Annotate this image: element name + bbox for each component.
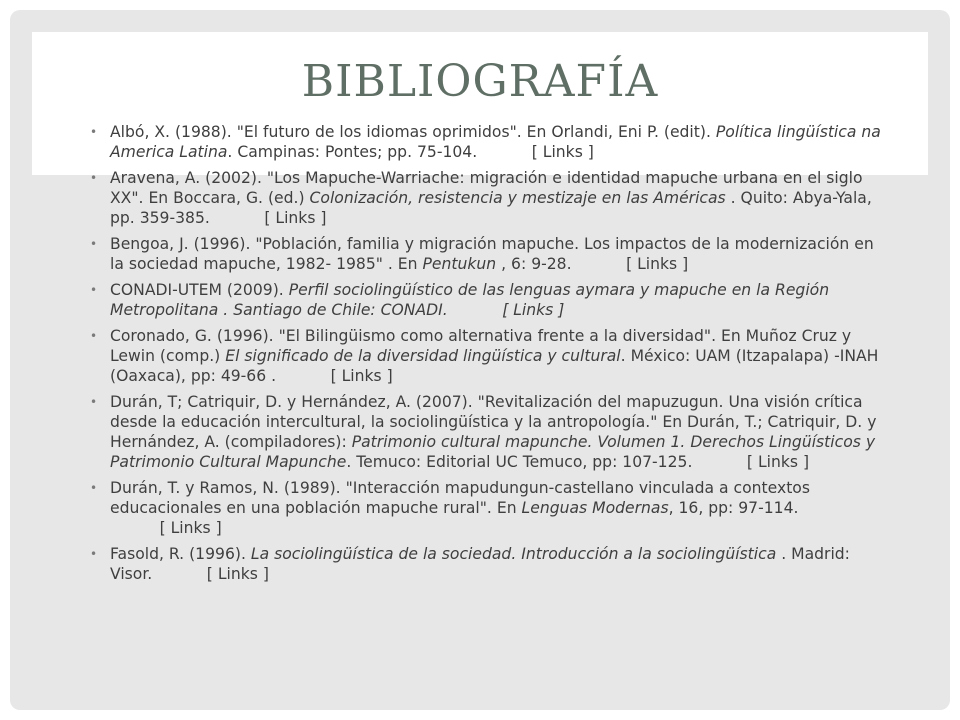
reference-title: El significado de la diversidad lingüística y cultural bbox=[225, 347, 621, 365]
reference-title: La sociolingüística de la sociedad. Introducción a la sociolingüística bbox=[250, 545, 777, 563]
bullet-icon: • bbox=[90, 283, 98, 297]
reference-text-part: . Madrid: Visor. bbox=[110, 545, 850, 583]
slide bbox=[10, 10, 950, 710]
links-link[interactable]: [ Links ] bbox=[281, 367, 393, 385]
reference-text-part: . Campinas: Pontes; pp. 75-104. bbox=[227, 143, 483, 161]
reference-item bbox=[80, 478, 885, 538]
reference-text-part: . Quito: Abya-Yala, pp. 359-385. bbox=[110, 189, 872, 227]
links-link[interactable]: [ Links ] bbox=[697, 453, 810, 471]
slide-title: BIBLIOGRAFÍA bbox=[301, 56, 659, 107]
reference-title: Lenguas Modernas bbox=[521, 499, 669, 517]
reference-title: Colonización, resistencia y mestizaje en las Américas bbox=[309, 189, 726, 207]
reference-item bbox=[80, 168, 885, 228]
reference-text-part: Coronado, G. (1996). "El Bilingüismo como alternativa frente a la diversidad". En Muñoz Cruz y Lewin (comp.) bbox=[110, 327, 852, 365]
bullet-icon: • bbox=[90, 481, 98, 495]
bullet-icon: • bbox=[90, 125, 98, 139]
reference-item bbox=[80, 392, 885, 472]
reference-item bbox=[80, 234, 885, 274]
bullet-icon: • bbox=[90, 547, 98, 561]
links-link[interactable]: [ Links ] bbox=[110, 519, 222, 537]
reference-text-part: . Temuco: Editorial UC Temuco, pp: 107-125. bbox=[346, 453, 698, 471]
bullet-icon: • bbox=[90, 237, 98, 251]
bibliography-list bbox=[80, 122, 885, 590]
reference-item bbox=[80, 326, 885, 386]
reference-text-part: , 16, pp: 97-114. bbox=[668, 499, 799, 517]
reference-item bbox=[80, 280, 885, 320]
reference-item bbox=[80, 122, 885, 162]
reference-text-part: Bengoa, J. (1996). "Población, familia y migración mapuche. Los impactos de la modernización en la sociedad mapuche, 1982- 1985" . En bbox=[110, 235, 874, 273]
reference-text-part: Albó, X. (1988). "El futuro de los idiomas oprimidos". En Orlandi, Eni P. (edit). bbox=[110, 123, 716, 141]
reference-text-part: CONADI-UTEM (2009). bbox=[110, 281, 289, 299]
links-link[interactable]: [ Links ] bbox=[482, 143, 594, 161]
reference-text-part: Aravena, A. (2002). "Los Mapuche-Warriache: migración e identidad mapuche urbana en el siglo XX". En Boccara, G. (ed.) bbox=[110, 169, 863, 207]
reference-item bbox=[80, 544, 885, 584]
reference-title: Política lingüística na America Latina bbox=[110, 123, 881, 161]
reference-title: Perfil sociolingüístico de las lenguas aymara y mapuche en la Región Metropolitana . Santiago de Chile: CONADI. bbox=[110, 281, 830, 319]
reference-text-part: Durán, T. y Ramos, N. (1989). "Interacción mapudungun-castellano vinculada a contextos educacionales en una población mapuche rural". En bbox=[110, 479, 810, 517]
bullet-icon: • bbox=[90, 395, 98, 409]
reference-title: Patrimonio cultural mapunche. Volumen 1. Derechos Lingüísticos y Patrimonio Cultural Mapunche bbox=[110, 433, 876, 471]
reference-text-part: . México: UAM (Itzapalapa) -INAH (Oaxaca), pp: 49-66 . bbox=[110, 347, 879, 385]
reference-title: Pentukun bbox=[422, 255, 497, 273]
bullet-icon: • bbox=[90, 329, 98, 343]
bullet-icon: • bbox=[90, 171, 98, 185]
reference-text-part: Durán, T; Catriquir, D. y Hernández, A. (2007). "Revitalización del mapuzugun. Una visión crítica desde la educación intercultural, la sociolingüística y la antropología." En Durán, T.; Catriquir, D. y Hernández, A. (compiladores): bbox=[110, 393, 877, 451]
links-link[interactable]: [ Links ] bbox=[576, 255, 689, 273]
reference-text-part: , 6: 9-28. bbox=[496, 255, 577, 273]
links-link[interactable]: [ Links ] bbox=[157, 565, 269, 583]
links-link[interactable]: [ Links ] bbox=[214, 209, 327, 227]
links-link[interactable]: [ Links ] bbox=[452, 301, 565, 319]
reference-text-part: Fasold, R. (1996). bbox=[110, 545, 251, 563]
